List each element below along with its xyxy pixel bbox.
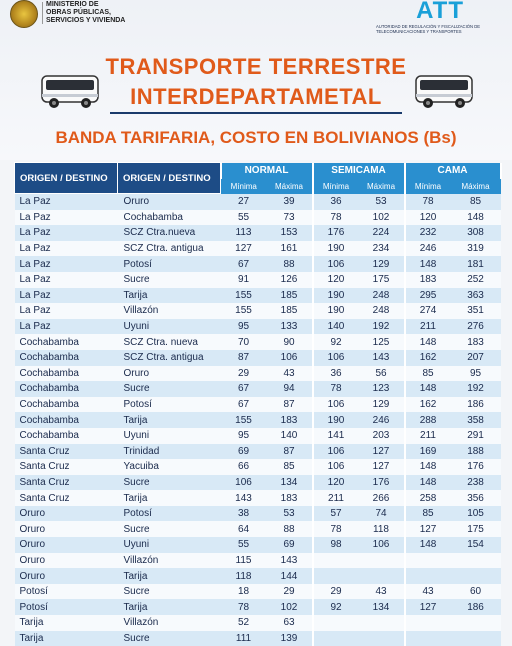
cell-destino: Sucre bbox=[118, 584, 221, 600]
cell-normal-max: 43 bbox=[267, 366, 313, 382]
header-cama-min: Mínima bbox=[405, 179, 451, 193]
cell-origen: Oruro bbox=[15, 521, 118, 537]
cell-destino: Tarija bbox=[118, 599, 221, 615]
cell-cama-max: 148 bbox=[451, 210, 501, 226]
cell-cama-min: 258 bbox=[405, 490, 451, 506]
table-row bbox=[15, 444, 501, 460]
cell-destino: Sucre bbox=[118, 381, 221, 397]
table-row bbox=[15, 615, 501, 631]
table-row bbox=[15, 256, 501, 272]
cell-semicama-max: 125 bbox=[359, 334, 405, 350]
cell-semicama-min: 106 bbox=[313, 350, 359, 366]
cell-normal-max: 29 bbox=[267, 584, 313, 600]
cell-semicama-max: 127 bbox=[359, 444, 405, 460]
cell-cama-max: 192 bbox=[451, 381, 501, 397]
cell-destino: Tarija bbox=[118, 490, 221, 506]
cell-origen: Santa Cruz bbox=[15, 444, 118, 460]
table-row bbox=[15, 412, 501, 428]
cell-origen: Cochabamba bbox=[15, 350, 118, 366]
cell-semicama-max: 129 bbox=[359, 256, 405, 272]
cell-semicama-max: 129 bbox=[359, 397, 405, 413]
cell-semicama-max: 74 bbox=[359, 506, 405, 522]
cell-normal-min: 55 bbox=[221, 537, 267, 553]
cell-normal-min: 155 bbox=[221, 412, 267, 428]
cell-normal-min: 67 bbox=[221, 381, 267, 397]
table-row bbox=[15, 334, 501, 350]
cell-normal-min: 38 bbox=[221, 506, 267, 522]
cell-semicama-max: 127 bbox=[359, 459, 405, 475]
cell-cama-min bbox=[405, 568, 451, 584]
table-row bbox=[15, 194, 501, 210]
cell-cama-max: 105 bbox=[451, 506, 501, 522]
cell-normal-max: 183 bbox=[267, 412, 313, 428]
cell-semicama-max: 175 bbox=[359, 272, 405, 288]
cell-normal-min: 29 bbox=[221, 366, 267, 382]
cell-semicama-max: 106 bbox=[359, 537, 405, 553]
cell-semicama-min: 211 bbox=[313, 490, 359, 506]
cell-destino: Oruro bbox=[118, 366, 221, 382]
cell-normal-min: 70 bbox=[221, 334, 267, 350]
cell-cama-min: 288 bbox=[405, 412, 451, 428]
cell-destino: Sucre bbox=[118, 521, 221, 537]
cell-cama-min: 148 bbox=[405, 381, 451, 397]
cell-normal-min: 111 bbox=[221, 631, 267, 646]
bolivia-seal-icon bbox=[10, 0, 38, 28]
cell-semicama-max: 266 bbox=[359, 490, 405, 506]
cell-cama-min: 148 bbox=[405, 256, 451, 272]
cell-destino: Villazón bbox=[118, 615, 221, 631]
cell-destino: Uyuni bbox=[118, 428, 221, 444]
cell-semicama-max bbox=[359, 568, 405, 584]
cell-origen: La Paz bbox=[15, 303, 118, 319]
cell-normal-max: 161 bbox=[267, 241, 313, 257]
cell-semicama-min: 106 bbox=[313, 256, 359, 272]
cell-normal-min: 115 bbox=[221, 553, 267, 569]
cell-normal-max: 73 bbox=[267, 210, 313, 226]
table-row bbox=[15, 537, 501, 553]
cell-cama-max: 358 bbox=[451, 412, 501, 428]
cell-normal-min: 106 bbox=[221, 475, 267, 491]
cell-normal-max: 185 bbox=[267, 288, 313, 304]
cell-cama-min: 295 bbox=[405, 288, 451, 304]
cell-semicama-max: 53 bbox=[359, 194, 405, 210]
header-semicama: SEMICAMA bbox=[313, 163, 405, 180]
header-cama-max: Máxima bbox=[451, 179, 501, 193]
header-normal-max: Máxima bbox=[267, 179, 313, 193]
cell-normal-min: 113 bbox=[221, 225, 267, 241]
cell-cama-max: 176 bbox=[451, 459, 501, 475]
cell-normal-min: 91 bbox=[221, 272, 267, 288]
cell-normal-min: 64 bbox=[221, 521, 267, 537]
cell-origen: La Paz bbox=[15, 210, 118, 226]
cell-cama-min bbox=[405, 631, 451, 646]
cell-origen: Santa Cruz bbox=[15, 459, 118, 475]
cell-destino: Sucre bbox=[118, 272, 221, 288]
cell-destino: Villazón bbox=[118, 303, 221, 319]
cell-cama-max: 183 bbox=[451, 334, 501, 350]
cell-destino: SCZ Ctra. antigua bbox=[118, 241, 221, 257]
cell-destino: Trinidad bbox=[118, 444, 221, 460]
cell-semicama-max: 43 bbox=[359, 584, 405, 600]
cell-cama-min: 148 bbox=[405, 459, 451, 475]
cell-semicama-max: 56 bbox=[359, 366, 405, 382]
cell-normal-min: 67 bbox=[221, 397, 267, 413]
cell-semicama-min: 190 bbox=[313, 303, 359, 319]
cell-destino: Uyuni bbox=[118, 537, 221, 553]
cell-cama-min: 85 bbox=[405, 366, 451, 382]
cell-semicama-min: 120 bbox=[313, 475, 359, 491]
cell-cama-min: 120 bbox=[405, 210, 451, 226]
table-row bbox=[15, 381, 501, 397]
cell-semicama-min: 120 bbox=[313, 272, 359, 288]
cell-semicama-min bbox=[313, 615, 359, 631]
cell-cama-max bbox=[451, 568, 501, 584]
cell-origen: La Paz bbox=[15, 225, 118, 241]
table-row bbox=[15, 490, 501, 506]
cell-semicama-min: 92 bbox=[313, 599, 359, 615]
header-normal: NORMAL bbox=[221, 163, 313, 180]
cell-normal-max: 63 bbox=[267, 615, 313, 631]
cell-origen: La Paz bbox=[15, 319, 118, 335]
table-row bbox=[15, 521, 501, 537]
cell-semicama-max bbox=[359, 615, 405, 631]
cell-origen: La Paz bbox=[15, 241, 118, 257]
cell-normal-min: 67 bbox=[221, 256, 267, 272]
cell-normal-max: 106 bbox=[267, 350, 313, 366]
cell-semicama-max: 248 bbox=[359, 303, 405, 319]
cell-normal-max: 102 bbox=[267, 599, 313, 615]
cell-origen: Oruro bbox=[15, 506, 118, 522]
cell-origen: Cochabamba bbox=[15, 397, 118, 413]
cell-semicama-max: 192 bbox=[359, 319, 405, 335]
att-mark: ATT bbox=[416, 0, 464, 22]
cell-destino: Potosí bbox=[118, 397, 221, 413]
cell-cama-min: 162 bbox=[405, 350, 451, 366]
cell-cama-max: 291 bbox=[451, 428, 501, 444]
table-row bbox=[15, 319, 501, 335]
cell-normal-max: 185 bbox=[267, 303, 313, 319]
cell-semicama-max: 246 bbox=[359, 412, 405, 428]
table-row bbox=[15, 272, 501, 288]
cell-normal-min: 118 bbox=[221, 568, 267, 584]
cell-semicama-min: 78 bbox=[313, 381, 359, 397]
cell-normal-min: 18 bbox=[221, 584, 267, 600]
cell-cama-max: 252 bbox=[451, 272, 501, 288]
cell-normal-max: 53 bbox=[267, 506, 313, 522]
cell-normal-min: 155 bbox=[221, 303, 267, 319]
cell-semicama-min: 36 bbox=[313, 366, 359, 382]
ministry-name bbox=[46, 1, 166, 25]
cell-semicama-max: 176 bbox=[359, 475, 405, 491]
cell-semicama-min: 92 bbox=[313, 334, 359, 350]
ministry-logo bbox=[6, 0, 156, 26]
cell-semicama-max: 118 bbox=[359, 521, 405, 537]
header-cama: CAMA bbox=[405, 163, 501, 180]
cell-normal-min: 27 bbox=[221, 194, 267, 210]
ministry-line-1: MINISTERIO DE bbox=[46, 1, 166, 9]
table-row bbox=[15, 241, 501, 257]
table-row bbox=[15, 397, 501, 413]
cell-origen: Santa Cruz bbox=[15, 475, 118, 491]
cell-normal-max: 94 bbox=[267, 381, 313, 397]
cell-cama-min: 43 bbox=[405, 584, 451, 600]
table-row bbox=[15, 303, 501, 319]
cell-cama-max: 356 bbox=[451, 490, 501, 506]
cell-semicama-min bbox=[313, 568, 359, 584]
ministry-line-3: SERVICIOS Y VIVIENDA bbox=[46, 17, 166, 25]
cell-origen: Cochabamba bbox=[15, 366, 118, 382]
cell-semicama-min: 106 bbox=[313, 397, 359, 413]
cell-cama-max: 363 bbox=[451, 288, 501, 304]
cell-normal-min: 155 bbox=[221, 288, 267, 304]
table-row bbox=[15, 459, 501, 475]
cell-normal-max: 144 bbox=[267, 568, 313, 584]
cell-destino: SCZ Ctra. nueva bbox=[118, 334, 221, 350]
header-origen: ORIGEN / DESTINO bbox=[15, 163, 118, 194]
cell-semicama-min bbox=[313, 631, 359, 646]
cell-semicama-max bbox=[359, 553, 405, 569]
cell-semicama-max: 134 bbox=[359, 599, 405, 615]
cell-cama-max bbox=[451, 553, 501, 569]
cell-semicama-min: 98 bbox=[313, 537, 359, 553]
cell-normal-min: 127 bbox=[221, 241, 267, 257]
cell-normal-min: 87 bbox=[221, 350, 267, 366]
table-row bbox=[15, 631, 501, 646]
cell-cama-min bbox=[405, 615, 451, 631]
cell-origen: La Paz bbox=[15, 288, 118, 304]
cell-cama-max: 238 bbox=[451, 475, 501, 491]
cell-destino: Uyuni bbox=[118, 319, 221, 335]
cell-semicama-min: 78 bbox=[313, 210, 359, 226]
table-row bbox=[15, 225, 501, 241]
cell-cama-max: 186 bbox=[451, 599, 501, 615]
cell-destino: Sucre bbox=[118, 475, 221, 491]
table-row bbox=[15, 599, 501, 615]
cell-normal-min: 95 bbox=[221, 319, 267, 335]
cell-origen: Oruro bbox=[15, 537, 118, 553]
cell-semicama-max: 248 bbox=[359, 288, 405, 304]
table-row bbox=[15, 366, 501, 382]
table-row bbox=[15, 584, 501, 600]
cell-normal-max: 140 bbox=[267, 428, 313, 444]
cell-cama-max: 181 bbox=[451, 256, 501, 272]
cell-cama-min: 169 bbox=[405, 444, 451, 460]
cell-normal-max: 87 bbox=[267, 444, 313, 460]
att-logo bbox=[388, 0, 498, 38]
tariff-table bbox=[14, 162, 502, 646]
cell-cama-min: 78 bbox=[405, 194, 451, 210]
cell-destino: Potosí bbox=[118, 506, 221, 522]
page-title-line-2: INTERDEPARTAMETAL bbox=[0, 84, 512, 110]
cell-cama-max bbox=[451, 631, 501, 646]
page-title-line-1: TRANSPORTE TERRESTRE bbox=[0, 54, 512, 80]
cell-cama-max: 60 bbox=[451, 584, 501, 600]
cell-normal-min: 55 bbox=[221, 210, 267, 226]
cell-normal-max: 133 bbox=[267, 319, 313, 335]
page-subtitle: BANDA TARIFARIA, COSTO EN BOLIVIANOS (Bs) bbox=[0, 128, 512, 148]
cell-cama-min: 148 bbox=[405, 475, 451, 491]
cell-semicama-max: 234 bbox=[359, 241, 405, 257]
cell-cama-min: 127 bbox=[405, 599, 451, 615]
cell-cama-max: 276 bbox=[451, 319, 501, 335]
cell-semicama-min: 140 bbox=[313, 319, 359, 335]
cell-destino: Sucre bbox=[118, 631, 221, 646]
cell-cama-min: 183 bbox=[405, 272, 451, 288]
table-row bbox=[15, 475, 501, 491]
table-row bbox=[15, 210, 501, 226]
cell-normal-max: 88 bbox=[267, 521, 313, 537]
table-row bbox=[15, 350, 501, 366]
cell-origen: Tarija bbox=[15, 631, 118, 646]
cell-normal-max: 88 bbox=[267, 256, 313, 272]
cell-semicama-min: 176 bbox=[313, 225, 359, 241]
table-row bbox=[15, 553, 501, 569]
cell-origen: Oruro bbox=[15, 568, 118, 584]
cell-normal-min: 143 bbox=[221, 490, 267, 506]
cell-cama-max: 351 bbox=[451, 303, 501, 319]
cell-semicama-min: 106 bbox=[313, 459, 359, 475]
cell-normal-max: 143 bbox=[267, 553, 313, 569]
tariff-table-body bbox=[15, 194, 501, 646]
cell-destino: Tarija bbox=[118, 412, 221, 428]
cell-destino: Tarija bbox=[118, 568, 221, 584]
cell-semicama-min: 190 bbox=[313, 288, 359, 304]
cell-cama-max: 85 bbox=[451, 194, 501, 210]
table-row bbox=[15, 568, 501, 584]
cell-cama-max: 175 bbox=[451, 521, 501, 537]
cell-normal-min: 66 bbox=[221, 459, 267, 475]
cell-semicama-max: 143 bbox=[359, 350, 405, 366]
cell-cama-min: 127 bbox=[405, 521, 451, 537]
ministry-separator bbox=[42, 2, 43, 24]
cell-cama-min: 148 bbox=[405, 334, 451, 350]
cell-semicama-min: 29 bbox=[313, 584, 359, 600]
cell-cama-min: 148 bbox=[405, 537, 451, 553]
cell-semicama-max bbox=[359, 631, 405, 646]
table-row bbox=[15, 506, 501, 522]
cell-normal-max: 153 bbox=[267, 225, 313, 241]
cell-origen: Cochabamba bbox=[15, 334, 118, 350]
cell-cama-min: 211 bbox=[405, 319, 451, 335]
cell-normal-max: 69 bbox=[267, 537, 313, 553]
cell-cama-max: 188 bbox=[451, 444, 501, 460]
cell-destino: SCZ Ctra. antigua bbox=[118, 350, 221, 366]
cell-semicama-min: 36 bbox=[313, 194, 359, 210]
cell-destino: Potosí bbox=[118, 256, 221, 272]
cell-destino: Tarija bbox=[118, 288, 221, 304]
header-normal-min: Mínima bbox=[221, 179, 267, 193]
cell-cama-min: 232 bbox=[405, 225, 451, 241]
cell-normal-max: 126 bbox=[267, 272, 313, 288]
cell-destino: Yacuiba bbox=[118, 459, 221, 475]
cell-origen: Oruro bbox=[15, 553, 118, 569]
cell-cama-max: 319 bbox=[451, 241, 501, 257]
cell-normal-max: 39 bbox=[267, 194, 313, 210]
cell-normal-max: 85 bbox=[267, 459, 313, 475]
cell-origen: La Paz bbox=[15, 272, 118, 288]
cell-destino: Cochabamba bbox=[118, 210, 221, 226]
table-row bbox=[15, 428, 501, 444]
cell-normal-max: 139 bbox=[267, 631, 313, 646]
cell-semicama-max: 102 bbox=[359, 210, 405, 226]
cell-semicama-max: 203 bbox=[359, 428, 405, 444]
cell-destino: Villazón bbox=[118, 553, 221, 569]
cell-cama-min: 85 bbox=[405, 506, 451, 522]
cell-semicama-min: 141 bbox=[313, 428, 359, 444]
cell-normal-min: 78 bbox=[221, 599, 267, 615]
cell-semicama-max: 123 bbox=[359, 381, 405, 397]
cell-cama-min bbox=[405, 553, 451, 569]
title-divider bbox=[110, 112, 402, 114]
cell-origen: Potosí bbox=[15, 599, 118, 615]
tariff-table-container bbox=[14, 162, 500, 646]
cell-semicama-min: 190 bbox=[313, 241, 359, 257]
cell-origen: Cochabamba bbox=[15, 428, 118, 444]
cell-cama-min: 211 bbox=[405, 428, 451, 444]
cell-semicama-min: 57 bbox=[313, 506, 359, 522]
cell-semicama-min: 106 bbox=[313, 444, 359, 460]
cell-cama-min: 162 bbox=[405, 397, 451, 413]
cell-origen: Cochabamba bbox=[15, 381, 118, 397]
cell-cama-max: 186 bbox=[451, 397, 501, 413]
cell-cama-min: 246 bbox=[405, 241, 451, 257]
cell-origen: Potosí bbox=[15, 584, 118, 600]
header-semicama-min: Mínima bbox=[313, 179, 359, 193]
cell-semicama-min: 78 bbox=[313, 521, 359, 537]
cell-normal-max: 183 bbox=[267, 490, 313, 506]
cell-normal-max: 134 bbox=[267, 475, 313, 491]
cell-normal-max: 90 bbox=[267, 334, 313, 350]
cell-cama-max: 154 bbox=[451, 537, 501, 553]
cell-cama-max: 207 bbox=[451, 350, 501, 366]
cell-origen: Cochabamba bbox=[15, 412, 118, 428]
header-semicama-max: Máxima bbox=[359, 179, 405, 193]
cell-destino: Oruro bbox=[118, 194, 221, 210]
cell-semicama-min: 190 bbox=[313, 412, 359, 428]
att-subtitle: AUTORIDAD DE REGULACIÓN Y FISCALIZACIÓN DE TELECOMUNICACIONES Y TRANSPORTES bbox=[376, 24, 480, 34]
cell-cama-max: 95 bbox=[451, 366, 501, 382]
cell-destino: SCZ Ctra.nueva bbox=[118, 225, 221, 241]
cell-cama-max: 308 bbox=[451, 225, 501, 241]
cell-normal-min: 52 bbox=[221, 615, 267, 631]
header-destino: ORIGEN / DESTINO bbox=[118, 163, 221, 194]
table-row bbox=[15, 288, 501, 304]
cell-semicama-min bbox=[313, 553, 359, 569]
cell-origen: Santa Cruz bbox=[15, 490, 118, 506]
cell-normal-min: 69 bbox=[221, 444, 267, 460]
ministry-line-2: OBRAS PÚBLICAS, bbox=[46, 9, 166, 17]
cell-origen: Tarija bbox=[15, 615, 118, 631]
cell-normal-max: 87 bbox=[267, 397, 313, 413]
cell-origen: La Paz bbox=[15, 256, 118, 272]
cell-normal-min: 95 bbox=[221, 428, 267, 444]
cell-origen: La Paz bbox=[15, 194, 118, 210]
cell-cama-min: 274 bbox=[405, 303, 451, 319]
cell-semicama-max: 224 bbox=[359, 225, 405, 241]
cell-cama-max bbox=[451, 615, 501, 631]
